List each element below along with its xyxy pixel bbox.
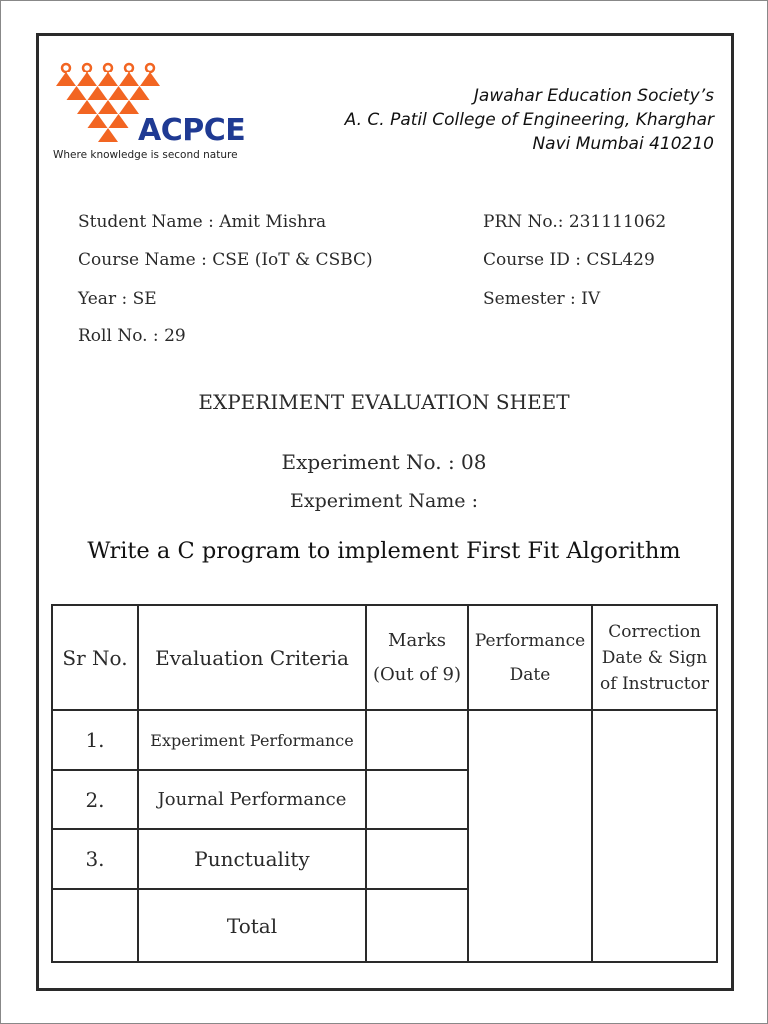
logo-triangle	[98, 128, 118, 142]
college-location: Navi Mumbai 410210	[532, 134, 714, 154]
header-marks	[366, 605, 468, 710]
row-criteria: Punctuality	[138, 829, 366, 889]
total-sr-cell	[52, 889, 138, 962]
performance-date-cell	[468, 710, 592, 962]
experiment-title: Write a C program to implement First Fit Algorithm	[87, 538, 681, 564]
row-sr: 2.	[52, 770, 138, 829]
marks-cell	[366, 829, 468, 889]
correction-cell	[592, 710, 717, 962]
header-performance-date	[468, 605, 592, 710]
header-corr-line3: of Instructor	[600, 673, 709, 694]
header-sr-no: Sr No.	[52, 605, 138, 710]
row-sr: 3.	[52, 829, 138, 889]
logo-figure-head	[146, 64, 154, 72]
logo-figure-head	[83, 64, 91, 72]
table-header-row	[52, 605, 717, 710]
header-corr-line2: Date & Sign	[601, 647, 708, 668]
society-name: Jawahar Education Society’s	[473, 86, 714, 106]
logo-name: ACPCE	[138, 113, 246, 148]
header-corr-line1: Correction	[608, 621, 701, 642]
total-marks-cell	[366, 889, 468, 962]
sheet-title: EXPERIMENT EVALUATION SHEET	[198, 390, 570, 414]
student-name: Student Name : Amit Mishra	[78, 212, 327, 232]
row-criteria: Journal Performance	[138, 770, 366, 829]
experiment-name-label: Experiment Name :	[290, 490, 478, 512]
header-perf-line1: Performance	[474, 630, 586, 651]
marks-cell	[366, 710, 468, 770]
header-marks-line1: Marks	[388, 629, 446, 651]
header-correction	[592, 605, 717, 710]
logo-figure-head	[62, 64, 70, 72]
row-sr: 1.	[52, 710, 138, 770]
row-criteria: Experiment Performance	[138, 710, 366, 770]
prn-number: PRN No.: 231111062	[483, 212, 667, 232]
table-row	[52, 710, 717, 770]
course-id: Course ID : CSL429	[483, 250, 655, 270]
college-header	[345, 84, 714, 156]
header-perf-line2: Date	[509, 664, 551, 685]
header-marks-line2: (Out of 9)	[372, 663, 462, 685]
logo-figure-head	[125, 64, 133, 72]
experiment-number: Experiment No. : 08	[281, 450, 487, 474]
logo-tagline: Where knowledge is second nature	[53, 149, 238, 161]
roll-number: Roll No. : 29	[78, 326, 186, 346]
total-label: Total	[138, 889, 366, 962]
evaluation-table	[51, 604, 718, 963]
semester: Semester : IV	[483, 289, 601, 309]
college-name: A. C. Patil College of Engineering, Kharghar	[344, 110, 714, 130]
header-criteria: Evaluation Criteria	[138, 605, 366, 710]
year: Year : SE	[78, 289, 157, 309]
course-name: Course Name : CSE (IoT & CSBC)	[78, 250, 373, 270]
logo-figure-head	[104, 64, 112, 72]
marks-cell	[366, 770, 468, 829]
